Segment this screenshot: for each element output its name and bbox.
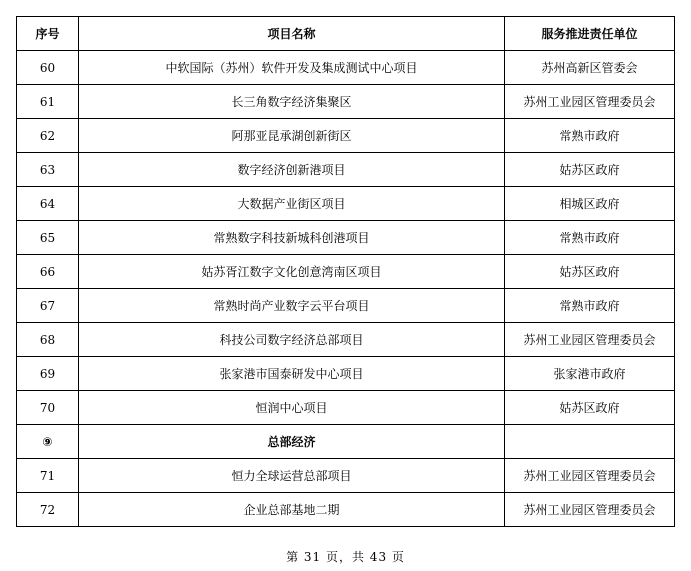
- row-no: 64: [17, 187, 79, 221]
- row-unit: 苏州工业园区管理委员会: [505, 323, 675, 357]
- section-name: 总部经济: [79, 425, 505, 459]
- row-no: 62: [17, 119, 79, 153]
- row-no: 70: [17, 391, 79, 425]
- row-no: 66: [17, 255, 79, 289]
- row-name: 阿那亚昆承湖创新街区: [79, 119, 505, 153]
- row-name: 姑苏胥江数字文化创意湾南区项目: [79, 255, 505, 289]
- row-unit: 常熟市政府: [505, 221, 675, 255]
- row-unit: 姑苏区政府: [505, 153, 675, 187]
- row-unit: 张家港市政府: [505, 357, 675, 391]
- header-unit: 服务推进责任单位: [505, 17, 675, 51]
- project-table-container: [16, 16, 674, 527]
- table-row: [17, 289, 675, 323]
- table-row: [17, 357, 675, 391]
- table-row: [17, 51, 675, 85]
- row-name: 张家港市国泰研发中心项目: [79, 357, 505, 391]
- row-unit: 相城区政府: [505, 187, 675, 221]
- table-row: [17, 187, 675, 221]
- row-name: 恒力全球运营总部项目: [79, 459, 505, 493]
- table-row: [17, 323, 675, 357]
- table-row: [17, 459, 675, 493]
- row-unit: 姑苏区政府: [505, 255, 675, 289]
- row-no: 71: [17, 459, 79, 493]
- row-unit: 姑苏区政府: [505, 391, 675, 425]
- row-name: 中软国际（苏州）软件开发及集成测试中心项目: [79, 51, 505, 85]
- row-name: 数字经济创新港项目: [79, 153, 505, 187]
- row-no: 68: [17, 323, 79, 357]
- table-row: [17, 255, 675, 289]
- section-row: [17, 425, 675, 459]
- section-unit: [505, 425, 675, 459]
- table-header-row: [17, 17, 675, 51]
- header-name: 项目名称: [79, 17, 505, 51]
- row-unit: 苏州工业园区管理委员会: [505, 459, 675, 493]
- table-row: [17, 493, 675, 527]
- row-no: 69: [17, 357, 79, 391]
- row-unit: 苏州高新区管委会: [505, 51, 675, 85]
- row-unit: 苏州工业园区管理委员会: [505, 493, 675, 527]
- row-name: 大数据产业街区项目: [79, 187, 505, 221]
- row-no: 72: [17, 493, 79, 527]
- row-no: 67: [17, 289, 79, 323]
- table-row: [17, 391, 675, 425]
- row-unit: 常熟市政府: [505, 289, 675, 323]
- header-no: 序号: [17, 17, 79, 51]
- row-no: 63: [17, 153, 79, 187]
- section-no: ⑨: [17, 425, 79, 459]
- row-name: 科技公司数字经济总部项目: [79, 323, 505, 357]
- table-row: [17, 221, 675, 255]
- page-footer: 第 31 页，共 43 页: [286, 550, 405, 564]
- table-row: [17, 153, 675, 187]
- project-table: [16, 16, 675, 527]
- row-name: 企业总部基地二期: [79, 493, 505, 527]
- row-no: 60: [17, 51, 79, 85]
- table-row: [17, 85, 675, 119]
- row-name: 常熟时尚产业数字云平台项目: [79, 289, 505, 323]
- row-no: 65: [17, 221, 79, 255]
- row-name: 恒润中心项目: [79, 391, 505, 425]
- row-no: 61: [17, 85, 79, 119]
- row-name: 长三角数字经济集聚区: [79, 85, 505, 119]
- row-unit: 常熟市政府: [505, 119, 675, 153]
- table-row: [17, 119, 675, 153]
- row-name: 常熟数字科技新城科创港项目: [79, 221, 505, 255]
- row-unit: 苏州工业园区管理委员会: [505, 85, 675, 119]
